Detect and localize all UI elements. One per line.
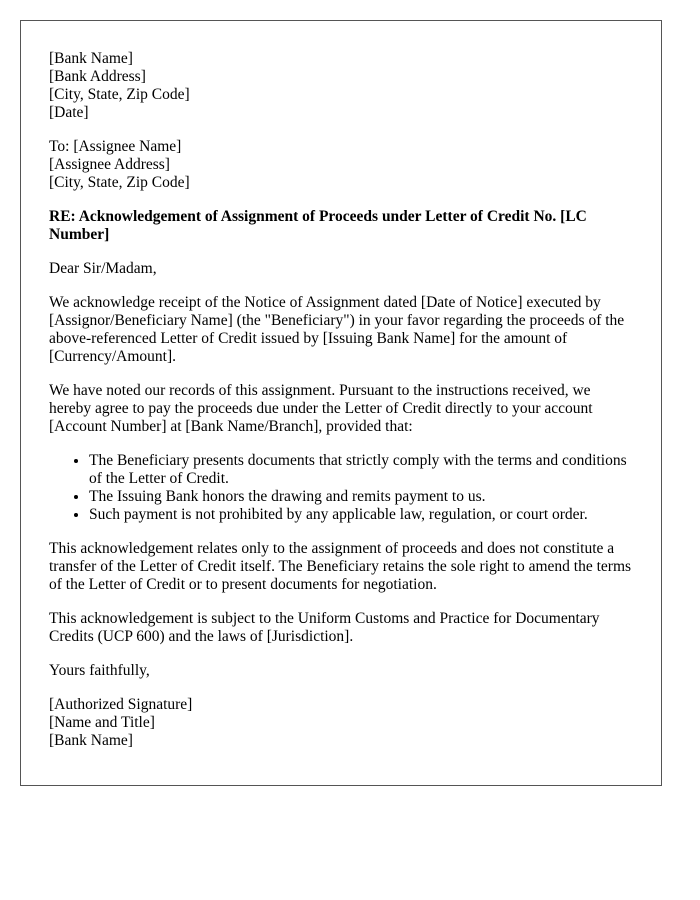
authorized-signature: [Authorized Signature] bbox=[49, 696, 193, 713]
body-paragraph-scope: This acknowledgement relates only to the assignment of proceeds and does not constitute a transfer of the Letter of Credit itself. The Beneficiary retains the sole right to amend the terms of the Letter of Credit or to present documents for negotiation. bbox=[49, 540, 632, 593]
sender-city-state-zip: [City, State, Zip Code] bbox=[49, 86, 190, 103]
body-paragraph-governing-law: This acknowledgement is subject to the Uniform Customs and Practice for Documentary Credits (UCP 600) and the laws of [Jurisdiction]. bbox=[49, 610, 600, 645]
signature-block bbox=[49, 696, 633, 750]
body-paragraph-payment-terms: We have noted our records of this assignment. Pursuant to the instructions received, we hereby agree to pay the proceeds due under the Letter of Credit directly to your account [Account Number] at [Bank Name/Branch], provided that: bbox=[49, 382, 593, 435]
condition-item: • The Issuing Bank honors the drawing and remits payment to us. bbox=[89, 488, 633, 506]
signatory-bank-name: [Bank Name] bbox=[49, 732, 133, 749]
recipient-to-line: To: [Assignee Name] bbox=[49, 138, 182, 155]
letter-date: [Date] bbox=[49, 104, 89, 121]
recipient-address: [Assignee Address] bbox=[49, 156, 170, 173]
salutation: Dear Sir/Madam, bbox=[49, 260, 157, 277]
sender-address-block bbox=[49, 50, 633, 122]
closing: Yours faithfully, bbox=[49, 662, 150, 679]
subject-line: RE: Acknowledgement of Assignment of Proceeds under Letter of Credit No. [LC Number] bbox=[49, 208, 587, 243]
condition-item: • Such payment is not prohibited by any applicable law, regulation, or court order. bbox=[89, 506, 633, 524]
sender-bank-address: [Bank Address] bbox=[49, 68, 146, 85]
body-paragraph-receipt: We acknowledge receipt of the Notice of Assignment dated [Date of Notice] executed by [Assignor/Beneficiary Name] (the "Beneficiary") in your favor regarding the proceeds of the above-referenced Letter of Credit issued by [Issuing Bank Name] for the amount of [Currency/Amount]. bbox=[49, 294, 625, 365]
condition-item: • The Beneficiary presents documents that strictly comply with the terms and conditions of the Letter of Credit. bbox=[89, 452, 633, 488]
signatory-name-title: [Name and Title] bbox=[49, 714, 155, 731]
conditions-list bbox=[49, 452, 633, 524]
letter-page bbox=[20, 20, 662, 786]
sender-bank-name: [Bank Name] bbox=[49, 50, 133, 67]
recipient-address-block bbox=[49, 138, 633, 192]
recipient-city-state-zip: [City, State, Zip Code] bbox=[49, 174, 190, 191]
